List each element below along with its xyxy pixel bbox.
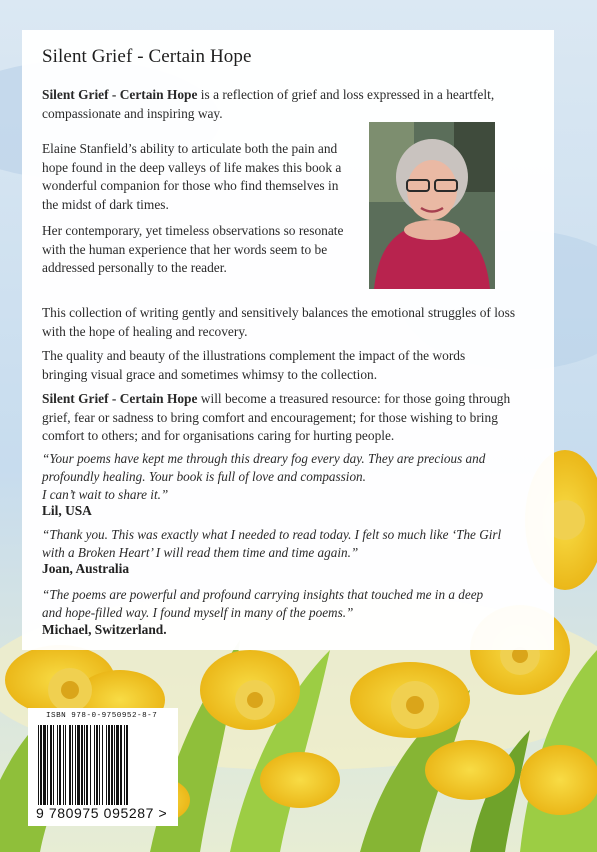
testimonial-line: “The poems are powerful and profound carrying insights that touched me in a deep [42,587,484,602]
testimonial-line: I can’t wait to share it.” [42,487,169,503]
testimonial-line: and hope-filled way. I found myself in many of the poems.” [42,605,354,621]
intro-paragraph [42,86,534,123]
resource-text: will become a treasured resource: for those going through grief, fear or sadness to bring comfort and encouragement; for those wishing to bring comfort to others; and for organisations caring for hurting people. [42,391,511,444]
testimonial-3-author: Michael, Switzerland. [42,622,167,637]
testimonial-line: profoundly healing. Your book is full of love and compassion. [42,469,366,485]
observations-paragraph: Her contemporary, yet timeless observations so resonate with the human experience that her words seem to be addressed personally to the reader. [42,223,344,276]
resource-paragraph [42,390,538,446]
testimonial-2-quote [42,526,542,562]
quality-paragraph: The quality and beauty of the illustrations complement the impact of the words bringing visual grace and sometimes whimsy to the collection. [42,348,466,382]
author-portrait-image [369,122,495,289]
testimonial-line: with a Broken Heart’ I will read them time and time again.” [42,545,359,561]
isbn-text: ISBN 978-0-9750952-8-7 [46,712,158,720]
book-title: Silent Grief - Certain Hope [42,46,252,67]
testimonial-1-author: Lil, USA [42,503,92,518]
barcode-number: 9 780975 095287 > [36,805,168,821]
testimonial-1-quote [42,450,542,505]
testimonial-3-quote [42,586,542,622]
barcode-bars [36,725,172,805]
testimonial-line: “Your poems have kept me through this dreary fog every day. They are precious and [42,451,486,466]
collection-paragraph: This collection of writing gently and sensitively balances the emotional struggles of loss with the hope of healing and recovery. [42,305,516,339]
ability-paragraph: Elaine Stanfield’s ability to articulate both the pain and hope found in the deep valleys of life makes this book a wonderful companion for those who find themselves in the midst of dark times. [42,141,342,212]
author-photo [369,122,495,289]
testimonial-line: “Thank you. This was exactly what I needed to read today. I felt so much like ‘The Girl [42,527,502,542]
intro-book-title: Silent Grief - Certain Hope [42,87,198,102]
resource-book-title: Silent Grief - Certain Hope [42,391,198,406]
testimonial-2-author: Joan, Australia [42,561,130,576]
intro-text: is a reflection of grief and loss expressed in a heartfelt, compassionate and inspiring way. [42,87,495,121]
